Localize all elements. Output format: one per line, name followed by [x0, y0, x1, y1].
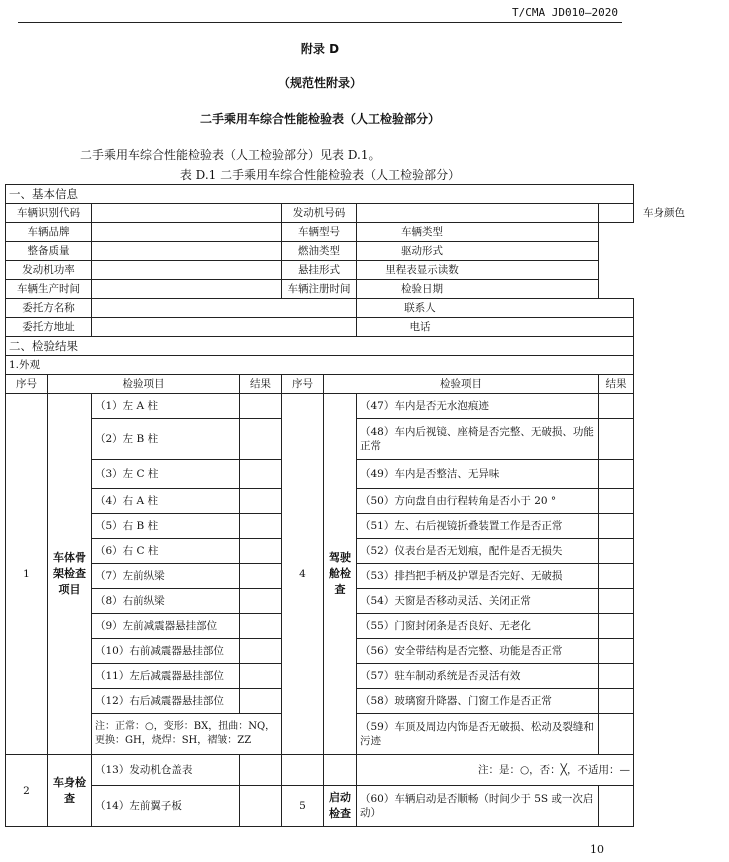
item-right: （51）左、右后视镜折叠装置工作是否正常: [357, 514, 599, 539]
field-value[interactable]: [357, 242, 599, 261]
table-row: [6, 280, 634, 299]
group-seq: 4: [282, 394, 324, 755]
result-cell[interactable]: [599, 664, 634, 689]
group-seq: 5: [282, 786, 324, 827]
item-right: （55）门窗封闭条是否良好、无老化: [357, 614, 599, 639]
field-label: 车辆注册时间: [282, 280, 357, 299]
item-right: （47）车内是否无水泡痕迹: [357, 394, 599, 419]
table-row: [6, 223, 634, 242]
item-right: （58）玻璃窗升降器、门窗工作是否正常: [357, 689, 599, 714]
field-value[interactable]: [92, 318, 357, 337]
result-cell[interactable]: [240, 664, 282, 689]
inspection-table: [5, 184, 685, 827]
field-value[interactable]: [357, 299, 634, 318]
field-label: 检验日期: [401, 283, 443, 295]
item-right: （57）驻车制动系统是否灵活有效: [357, 664, 599, 689]
header-seq: 序号: [282, 375, 324, 394]
table-row: [6, 755, 634, 786]
group-name: 驾驶舱检查: [324, 394, 357, 755]
table-caption: 表 D.1 二手乘用车综合性能检验表（人工检验部分）: [179, 168, 461, 182]
field-label: 车辆生产时间: [6, 280, 92, 299]
subsection-title: 1.外观: [6, 356, 634, 375]
item-left: （5）右 B 柱: [92, 514, 240, 539]
note-left: 注：正常：○，变形：BX，扭曲：NQ，更换：GH，烧焊：SH，褶皱：ZZ: [92, 714, 282, 755]
field-label: 电话: [409, 321, 431, 333]
result-cell[interactable]: [240, 639, 282, 664]
result-cell[interactable]: [599, 589, 634, 614]
section-title: 一、基本信息: [6, 185, 634, 204]
table-row: [6, 318, 634, 337]
standard-number: T/CMA JD010—2020: [512, 6, 618, 19]
item-right: （54）天窗是否移动灵活、关闭正常: [357, 589, 599, 614]
field-value[interactable]: [357, 318, 634, 337]
appendix-title: 附录 D: [300, 42, 340, 56]
result-cell[interactable]: [240, 394, 282, 419]
result-cell[interactable]: [599, 564, 634, 589]
result-cell[interactable]: [599, 460, 634, 489]
result-cell[interactable]: [240, 539, 282, 564]
result-cell[interactable]: [599, 614, 634, 639]
item-left: （14）左前翼子板: [92, 786, 240, 827]
field-label: 车辆识别代码: [6, 204, 92, 223]
item-left: （6）右 C 柱: [92, 539, 240, 564]
item-left: （8）右前纵梁: [92, 589, 240, 614]
field-value[interactable]: [357, 261, 599, 280]
field-label: 联系人: [404, 302, 436, 314]
field-label: [599, 204, 685, 223]
field-label: 燃油类型: [282, 242, 357, 261]
item-right: （53）排挡把手柄及护罩是否完好、无破损: [357, 564, 599, 589]
table-row: [6, 786, 634, 827]
appendix-heading: 二手乘用车综合性能检验表（人工检验部分）: [199, 112, 440, 126]
header-result: 结果: [599, 375, 634, 394]
field-label: 里程表显示读数: [385, 264, 459, 276]
item-right: （49）车内是否整洁、无异味: [357, 460, 599, 489]
field-label: 委托方名称: [6, 299, 92, 318]
field-value[interactable]: [357, 280, 599, 299]
result-cell[interactable]: [240, 489, 282, 514]
field-label: 车辆类型: [401, 226, 443, 238]
item-right: （52）仪表台是否无划痕，配件是否无损失: [357, 539, 599, 564]
field-label: 驱动形式: [401, 245, 443, 257]
field-value[interactable]: [92, 261, 282, 280]
field-label: 发动机号码: [282, 204, 357, 223]
item-left: （10）右前减震器悬挂部位: [92, 639, 240, 664]
result-cell[interactable]: [599, 514, 634, 539]
group-name: 启动检查: [324, 786, 357, 827]
group-seq: 1: [6, 394, 48, 755]
result-cell[interactable]: [240, 755, 282, 786]
result-cell[interactable]: [599, 714, 634, 755]
item-left: （4）右 A 柱: [92, 489, 240, 514]
field-value[interactable]: [92, 280, 282, 299]
field-label: 车辆型号: [282, 223, 357, 242]
result-cell[interactable]: [240, 419, 282, 460]
item-left: （9）左前减震器悬挂部位: [92, 614, 240, 639]
intro-paragraph: 二手乘用车综合性能检验表（人工检验部分）见表 D.1。: [80, 148, 381, 162]
result-cell[interactable]: [599, 689, 634, 714]
field-value[interactable]: [357, 204, 599, 223]
result-cell[interactable]: [599, 419, 634, 460]
item-right: （60）车辆启动是否顺畅（时间少于 5S 或一次启动）: [357, 786, 599, 827]
section-basic-info: [6, 185, 634, 204]
table-header-row: [6, 375, 634, 394]
item-left: （3）左 C 柱: [92, 460, 240, 489]
item-left: （13）发动机仓盖表: [92, 755, 240, 786]
field-value[interactable]: [92, 242, 282, 261]
result-cell[interactable]: [599, 489, 634, 514]
page-number: 10: [590, 843, 604, 856]
group-name: 车体骨架检查项目: [48, 394, 92, 755]
result-cell[interactable]: [240, 614, 282, 639]
result-cell[interactable]: [599, 539, 634, 564]
item-right: （50）方向盘自由行程转角是否小于 20 °: [357, 489, 599, 514]
header-rule: [18, 22, 622, 23]
result-cell[interactable]: [599, 394, 634, 419]
table-row: [6, 204, 634, 223]
item-right: （56）安全带结构是否完整、功能是否正常: [357, 639, 599, 664]
subsection-appearance: [6, 356, 634, 375]
header-seq: 序号: [6, 375, 48, 394]
item-left: （1）左 A 柱: [92, 394, 240, 419]
item-left: （12）右后减震器悬挂部位: [92, 689, 240, 714]
item-right: （59）车顶及周边内饰是否无破损、松动及裂缝和污迹: [357, 714, 599, 755]
result-cell[interactable]: [240, 689, 282, 714]
result-cell[interactable]: [240, 514, 282, 539]
field-label: 车辆品牌: [6, 223, 92, 242]
field-value[interactable]: [92, 204, 282, 223]
field-label: 悬挂形式: [282, 261, 357, 280]
result-cell[interactable]: [599, 639, 634, 664]
result-cell[interactable]: [240, 589, 282, 614]
item-left: （7）左前纵梁: [92, 564, 240, 589]
header-item: 检验项目: [324, 375, 599, 394]
group-name: 车身检查: [48, 755, 92, 827]
field-value[interactable]: [357, 223, 599, 242]
field-label: 发动机功率: [6, 261, 92, 280]
table-row: [6, 242, 634, 261]
field-value[interactable]: [92, 223, 282, 242]
section-title: 二、检验结果: [6, 337, 634, 356]
section-results: [6, 337, 634, 356]
group-seq: 2: [6, 755, 48, 827]
result-cell[interactable]: [240, 786, 282, 827]
table-row: [6, 261, 634, 280]
item-right: （48）车内后视镜、座椅是否完整、无破损、功能正常: [357, 419, 599, 460]
appendix-nature: （规范性附录）: [277, 76, 362, 90]
item-left: （11）左后减震器悬挂部位: [92, 664, 240, 689]
result-cell[interactable]: [240, 460, 282, 489]
header-result: 结果: [240, 375, 282, 394]
table-row: [6, 299, 634, 318]
table-row: [6, 394, 634, 419]
header-item: 检验项目: [48, 375, 240, 394]
field-label: 整备质量: [6, 242, 92, 261]
field-label: 委托方地址: [6, 318, 92, 337]
result-cell[interactable]: [599, 786, 634, 827]
result-cell[interactable]: [240, 564, 282, 589]
note-right: 注：是：○，否：╳，不适用：—: [357, 755, 634, 786]
field-value[interactable]: [92, 299, 357, 318]
item-left: （2）左 B 柱: [92, 419, 240, 460]
field-label: 车身颜色: [643, 207, 685, 219]
